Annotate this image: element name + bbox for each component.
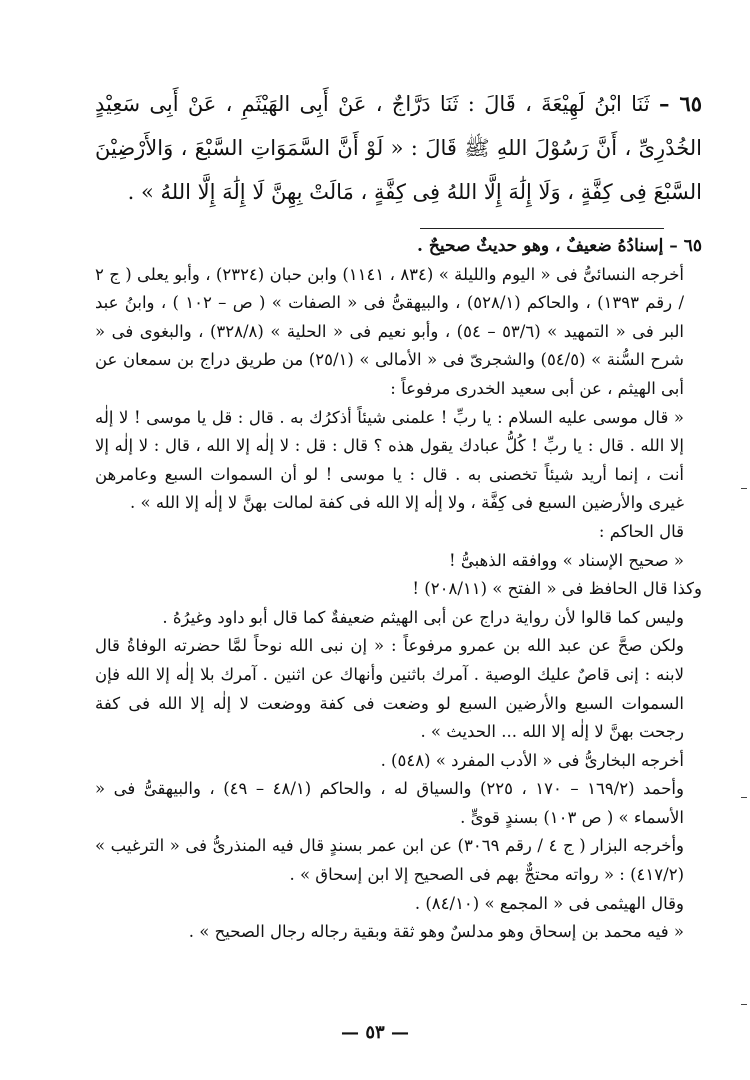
commentary-paragraph: وليس كما قالوا لأن رواية دراج عن أبى الهيثم ضعيفةٌ كما قال أبو داود وغيرُهُ . [162, 607, 684, 627]
hadith-number: ٦٥ – [659, 91, 703, 116]
hadith-text-block [95, 82, 702, 214]
commentary-paragraph: أخرجه البخارىُّ فى « الأدب المفرد » (٥٤٨) . [380, 750, 684, 770]
commentary-paragraph: ولكن صحَّ عن عبد الله بن عمرو مرفوعاً : « إن نبى الله نوحاً لمَّا حضرته الوفاةُ قال لابنه : إنى قاصٌ عليك الوصية . آمرك باثنين وأنهاك عن اثنين . آمرك بلا إلٰه إلا الله فإن السموات السبع والأرضين السبع لو وضعت فى كفة ووضعت لا إلٰه إلا الله فى كفة رجحت بهنَّ لا إلٰه إلا الله ... الحديث » . [95, 636, 684, 742]
commentary-paragraph: « فيه محمد بن إسحاق وهو مدلسٌ وهو ثقة وبقية رجاله رجال الصحيح » . [188, 922, 684, 942]
commentary-paragraph: أخرجه النسائىُّ فى « اليوم والليلة » (٨٣٤ ، ١١٤١) وابن حبان (٢٣٢٤) ، وأبو يعلى ( ج ٢ / رقم ١٣٩٣) ، والحاكم (٥٢٨/١) ، والبيهقىُّ فى « الصفات » ( ص – ١٠٢ ) ، وابنُ عبد البر فى « التمهيد » (٥٣/٦ – ٥٤) ، وأبو نعيم فى « الحلية » (٣٢٨/٨) ، والبغوى فى « شرح السُّنة » (٥٤/٥) والشجرىّ فى « الأمالى » (٢٥/١) من طريق دراج بن سمعان عن أبى الهيثم ، عن أبى سعيد الخدرى مرفوعاً : [95, 264, 685, 398]
hadith-body: ثَنَا ابْنُ لَهِيْعَةَ ، قَالَ : ثَنَا دَرَّاجٌ ، عَنْ أَبِى الهَيْثَمِ ، عَنْ أَبِى سَعِيْدٍ الخُدْرِىِّ ، أَنَّ رَسُوْلَ اللهِ ﷺ قَالَ : « لَوْ أَنَّ السَّمَوَاتِ السَّبْعَ ، وَالأَرْضِيْنَ السَّبْعَ فِى كِفَّةٍ ، وَلَا إِلَٰهَ إِلَّا اللهُ فِى كِفَّةٍ ، مَالَتْ بِهِنَّ لَا إِلَٰهَ إِلَّا اللهُ » . [95, 92, 702, 204]
margin-mark [741, 1004, 747, 1005]
commentary-paragraph: وأحمد (١٦٩/٢ – ١٧٠ ، ٢٢٥) والسياق له ، والحاكم (٤٨/١ – ٤٩) ، والبيهقىُّ فى « الأسماء » ( ص ١٠٣) بسندٍ قوىٍّ . [95, 779, 684, 827]
commentary-paragraph: « صحيح الإسناد » ووافقه الذهبىُّ ! [448, 550, 684, 570]
commentary-heading: ٦٥ – إسنادُهُ ضعيفٌ ، وهو حديثٌ صحيحٌ . [417, 236, 702, 256]
commentary-section [95, 232, 702, 947]
footnote-separator [420, 228, 664, 229]
margin-mark [741, 797, 747, 798]
commentary-paragraph: وكذا قال الحافظ فى « الفتح » (٢٠٨/١١) ! [412, 579, 702, 599]
commentary-paragraph: قال الحاكم : [598, 521, 684, 541]
commentary-paragraph: وقال الهيثمى فى « المجمع » (٨٤/١٠) . [414, 893, 684, 913]
commentary-paragraph: « قال موسى عليه السلام : يا ربِّ ! علمنى شيئاً أذكرُك به . قال : قل يا موسى ! لا إلٰه إلا الله . قال : يا ربِّ ! كُلُّ عبادك يقول هذه ؟ قال : قل : لا إلٰه إلا الله ، قال : لا إلٰه إلا أنت ، إنما أريد شيئاً تخصنى به . قال : يا موسى ! لو أن السموات السبع وعامرهن غيرى والأرضين السبع فى كِفَّة ، ولا إلٰه إلا الله فى كفة لمالت بهنَّ لا إلٰه إلا الله » . [95, 407, 684, 513]
margin-mark [741, 488, 747, 489]
page-number: — ٥٣ — [341, 1022, 409, 1043]
commentary-paragraph: وأخرجه البزار ( ج ٤ / رقم ٣٠٦٩) عن ابن عمر بسندٍ قال فيه المنذرىُّ فى « الترغيب » (٤١٧/٢) : « رواته محتجٌّ بهم فى الصحيح إلا ابن إسحاق » . [95, 836, 684, 885]
